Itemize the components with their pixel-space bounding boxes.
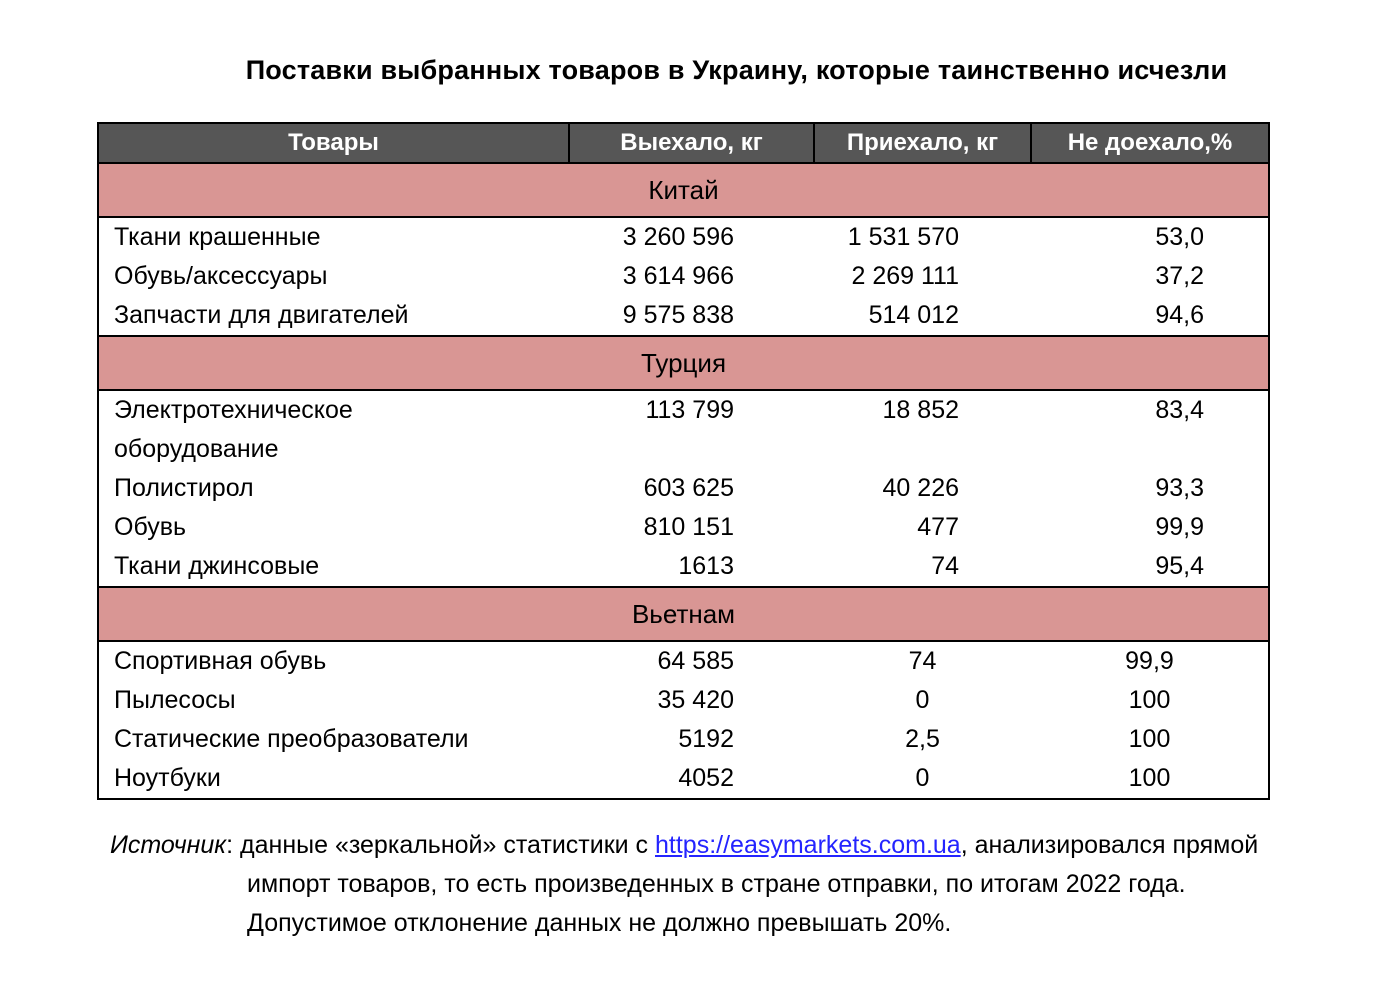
arrived-cell: 18 852 — [814, 390, 1031, 469]
source-line-2: импорт товаров, то есть произведенных в стране отправки, по итогам 2022 года. — [247, 870, 1186, 898]
product-cell: Запчасти для двигателей — [98, 296, 569, 336]
table-header — [98, 123, 1269, 163]
lost-cell: 94,6 — [1031, 296, 1269, 336]
section-vietnam — [98, 587, 1269, 799]
product-cell: Статические преобразователи — [98, 720, 569, 759]
lost-cell: 93,3 — [1031, 469, 1269, 508]
arrived-cell: 74 — [814, 641, 1031, 681]
col-header-goods: Товары — [98, 123, 569, 163]
departed-cell: 3 614 966 — [569, 257, 814, 296]
product-cell: Ткани джинсовые — [98, 547, 569, 587]
source-link[interactable]: https://easymarkets.com.ua — [655, 831, 961, 859]
source-text-post-link: , анализировался прямой — [960, 831, 1259, 859]
product-cell: Обувь — [98, 508, 569, 547]
table-row — [98, 390, 1269, 469]
product-cell: Обувь/аксессуары — [98, 257, 569, 296]
section-row-turkey — [98, 336, 1269, 390]
table-row — [98, 759, 1269, 799]
arrived-cell: 2,5 — [814, 720, 1031, 759]
section-label: Китай — [98, 163, 1269, 217]
arrived-cell: 2 269 111 — [814, 257, 1031, 296]
source-line-3: Допустимое отклонение данных не должно превышать 20%. — [247, 909, 952, 937]
arrived-cell: 74 — [814, 547, 1031, 587]
lost-cell: 37,2 — [1031, 257, 1269, 296]
source-label: Источник — [110, 831, 227, 859]
col-header-arrived: Приехало, кг — [814, 123, 1031, 163]
product-cell: Ноутбуки — [98, 759, 569, 799]
lost-cell: 100 — [1031, 759, 1269, 799]
table-row — [98, 641, 1269, 681]
product-cell — [98, 390, 569, 469]
lost-cell: 83,4 — [1031, 390, 1269, 469]
arrived-cell: 40 226 — [814, 469, 1031, 508]
table-row — [98, 508, 1269, 547]
arrived-cell: 514 012 — [814, 296, 1031, 336]
departed-cell: 9 575 838 — [569, 296, 814, 336]
table-row — [98, 296, 1269, 336]
departed-cell: 113 799 — [569, 390, 814, 469]
arrived-cell: 0 — [814, 681, 1031, 720]
arrived-cell: 0 — [814, 759, 1031, 799]
table-row — [98, 547, 1269, 587]
departed-cell: 64 585 — [569, 641, 814, 681]
table-row — [98, 257, 1269, 296]
departed-cell: 3 260 596 — [569, 217, 814, 257]
table-row — [98, 217, 1269, 257]
product-cell: Ткани крашенные — [98, 217, 569, 257]
product-cell: Пылесосы — [98, 681, 569, 720]
departed-cell: 603 625 — [569, 469, 814, 508]
arrived-cell: 1 531 570 — [814, 217, 1031, 257]
lost-cell: 99,9 — [1031, 508, 1269, 547]
section-label: Вьетнам — [98, 587, 1269, 641]
departed-cell: 810 151 — [569, 508, 814, 547]
source-text-pre-link: : данные «зеркальной» статистики с — [226, 831, 656, 859]
col-header-lost: Не доехало,% — [1031, 123, 1269, 163]
section-china — [98, 163, 1269, 336]
departed-cell: 1613 — [569, 547, 814, 587]
source-note — [110, 826, 1353, 943]
product-cell: Полистирол — [98, 469, 569, 508]
arrived-cell: 477 — [814, 508, 1031, 547]
page-title: Поставки выбранных товаров в Украину, которые таинственно исчезли — [245, 55, 1228, 85]
product-cell: Спортивная обувь — [98, 641, 569, 681]
col-header-departed: Выехало, кг — [569, 123, 814, 163]
goods-table — [97, 122, 1270, 800]
section-turkey — [98, 336, 1269, 587]
lost-cell: 99,9 — [1031, 641, 1269, 681]
departed-cell: 4052 — [569, 759, 814, 799]
table-row — [98, 720, 1269, 759]
section-row-vietnam — [98, 587, 1269, 641]
lost-cell: 95,4 — [1031, 547, 1269, 587]
table-row — [98, 469, 1269, 508]
lost-cell: 100 — [1031, 681, 1269, 720]
section-row-china — [98, 163, 1269, 217]
departed-cell: 5192 — [569, 720, 814, 759]
product-text: Электротехническое оборудование — [114, 396, 353, 463]
departed-cell: 35 420 — [569, 681, 814, 720]
section-label: Турция — [98, 336, 1269, 390]
lost-cell: 100 — [1031, 720, 1269, 759]
lost-cell: 53,0 — [1031, 217, 1269, 257]
table-row — [98, 681, 1269, 720]
source-line-1 — [110, 826, 1353, 865]
